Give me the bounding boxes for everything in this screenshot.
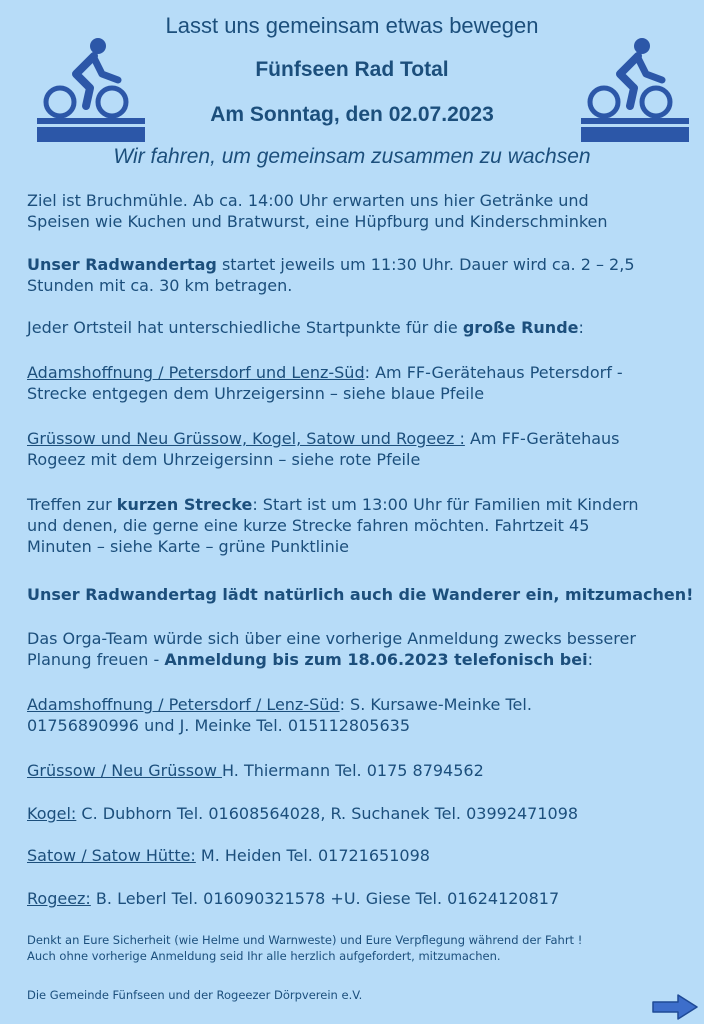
footer-line: Denkt an Eure Sicherheit (wie Helme und Warnweste) und Eure Verpflegung während der Fahrt ! — [27, 933, 583, 947]
cyclist-icon — [36, 36, 146, 144]
text-span: Jeder Ortsteil hat unterschiedliche Startpunkte für die — [27, 318, 463, 337]
contact-entry — [27, 803, 697, 824]
start-time-paragraph — [27, 254, 697, 296]
contact-entry — [27, 845, 697, 866]
hikers-paragraph — [27, 584, 697, 605]
registration-paragraph — [27, 628, 697, 670]
event-motto: Wir fahren, um gemeinsam zusammen zu wachsen — [113, 145, 591, 168]
text-span: startet jeweils um 11:30 Uhr. Dauer wird ca. 2 – 2,5 — [216, 255, 635, 274]
text-line: Strecke entgegen dem Uhrzeigersinn – siehe blaue Pfeile — [27, 384, 485, 403]
text-line: Stunden mit ca. 30 km betragen. — [27, 276, 293, 295]
text-span: Treffen zur — [27, 495, 117, 514]
text-span: : — [587, 650, 593, 669]
cyclist-icon — [580, 36, 690, 144]
header-line-1: Lasst uns gemeinsam etwas bewegen — [165, 13, 539, 38]
start-points-paragraph — [27, 317, 697, 338]
route-red-paragraph — [27, 428, 697, 470]
place-name: Grüssow und Neu Grüssow, Kogel, Satow und Rogeez : — [27, 429, 465, 448]
footer-notes — [27, 932, 697, 964]
contact-place: Satow / Satow Hütte: — [27, 846, 196, 865]
text-span: : — [578, 318, 584, 337]
contact-text: : S. Kursawe-Meinke Tel. — [339, 695, 532, 714]
text-line: und denen, die gerne eine kurze Strecke fahren möchten. Fahrtzeit 45 — [27, 516, 590, 535]
contact-place: Rogeez: — [27, 889, 91, 908]
bold-text: große Runde — [462, 318, 579, 337]
contact-place: Adamshoffnung / Petersdorf / Lenz-Süd — [27, 695, 340, 714]
event-title: Fünfseen Rad Total — [255, 58, 449, 81]
footer-signature: Die Gemeinde Fünfseen und der Rogeezer Dörpverein e.V. — [27, 988, 363, 1002]
bold-text: Anmeldung bis zum 18.06.2023 telefonisch bei — [164, 650, 588, 669]
text-line: Speisen wie Kuchen und Bratwurst, eine Hüpfburg und Kinderschminken — [27, 212, 608, 231]
event-date: Am Sonntag, den 02.07.2023 — [210, 103, 494, 126]
text-line: Das Orga-Team würde sich über eine vorherige Anmeldung zwecks besserer — [27, 629, 636, 648]
contact-entry — [27, 888, 697, 909]
route-blue-paragraph — [27, 362, 697, 404]
contact-entry — [27, 760, 697, 781]
text-span: : Start ist um 13:00 Uhr für Familien mit Kindern — [252, 495, 639, 514]
contact-text: M. Heiden Tel. 01721651098 — [195, 846, 430, 865]
text-span: : Am FF-Gerätehaus Petersdorf - — [364, 363, 623, 382]
text-span: Am FF-Gerätehaus — [464, 429, 620, 448]
text-line: Rogeez mit dem Uhrzeigersinn – siehe rote Pfeile — [27, 450, 421, 469]
text-line: Minuten – siehe Karte – grüne Punktlinie — [27, 537, 349, 556]
bold-text: Unser Radwandertag lädt natürlich auch die Wanderer ein, mitzumachen! — [27, 585, 694, 604]
contact-text: C. Dubhorn Tel. 01608564028, R. Suchanek Tel. 03992471098 — [76, 804, 579, 823]
contact-place: Kogel: — [27, 804, 77, 823]
text-line: Ziel ist Bruchmühle. Ab ca. 14:00 Uhr erwarten uns hier Getränke und — [27, 191, 589, 210]
contact-text: B. Leberl Tel. 016090321578 +U. Giese Tel. 01624120817 — [90, 889, 560, 908]
contact-text: H. Thiermann Tel. 0175 8794562 — [222, 761, 484, 780]
contact-text: 01756890996 und J. Meinke Tel. 015112805635 — [27, 716, 411, 735]
place-name: Adamshoffnung / Petersdorf und Lenz-Süd — [27, 363, 365, 382]
contact-entry — [27, 694, 697, 736]
short-route-paragraph — [27, 494, 697, 557]
text-span: Planung freuen - — [27, 650, 165, 669]
bold-text: kurzen Strecke — [116, 495, 253, 514]
bold-text: Unser Radwandertag — [27, 255, 217, 274]
contact-place: Grüssow / Neu Grüssow — [27, 761, 223, 780]
footer-line: Auch ohne vorherige Anmeldung seid Ihr alle herzlich aufgefordert, mitzumachen. — [27, 949, 501, 963]
info-paragraph — [27, 190, 697, 232]
arrow-right-icon[interactable] — [652, 994, 698, 1020]
